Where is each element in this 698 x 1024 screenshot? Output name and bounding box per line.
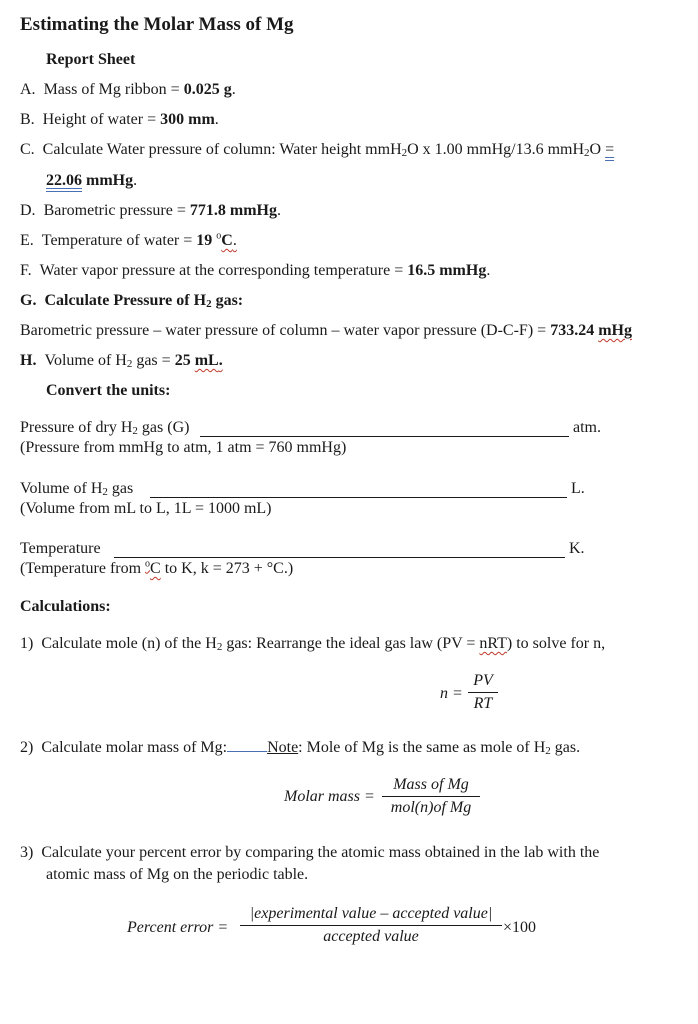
item-a: A. Mass of Mg ribbon = 0.025 g.	[20, 81, 236, 98]
conversion-volume-label: Volume of $H_2$ gas	[20, 480, 134, 498]
item-g: G. Calculate Pressure of $H_2$ gas:	[20, 292, 244, 310]
item-g-equation: Barometric pressure – water pressure of column – water vapor pressure (D-C-F) = 733.24 mHg	[20, 322, 632, 339]
conversion-volume-unit: L.	[571, 480, 585, 497]
item-c: C. Calculate Water pressure of column: Water height mmH$_2$O x 1.00 mmHg/13.6 mmH$_2$O =	[20, 141, 615, 159]
item-e: E. Temperature of water = 19 $^o$C.	[20, 230, 237, 249]
conversion-temperature-label: Temperature	[20, 540, 101, 557]
conversion-pressure-note: (Pressure from mmHg to atm, 1 atm = 760 mmHg)	[20, 439, 347, 456]
item-b: B. Height of water = 300 mm.	[20, 111, 219, 128]
formula-percent-fraction: |experimental value – accepted value| accepted value	[240, 905, 502, 946]
temperature-answer-line[interactable]	[114, 557, 565, 558]
step-2: 2) Calculate molar mass of Mg: Note: Mole of Mg is the same as mole of $H_2$ gas.	[20, 739, 581, 757]
item-h: H. Volume of $H_2$ gas = 25 mL.	[20, 352, 223, 370]
conversion-volume-note: (Volume from mL to L, 1L = 1000 mL)	[20, 500, 272, 517]
item-c-value: 22.06 mmHg.	[46, 172, 138, 189]
step-1: 1) Calculate mole (n) of the $H_2$ gas: Rearrange the ideal gas law (PV = nRT) to solve for n,	[20, 635, 606, 653]
step-3: 3) Calculate your percent error by comparing the atomic mass obtained in the lab with the	[20, 844, 600, 861]
conversion-temperature-unit: K.	[569, 540, 585, 557]
conversion-pressure-unit: atm.	[573, 419, 601, 436]
item-f: F. Water vapor pressure at the corresponding temperature = 16.5 mmHg.	[20, 262, 491, 279]
step-3-line2: atomic mass of Mg on the periodic table.	[46, 866, 309, 883]
conversion-pressure-label: Pressure of dry $H_2$ gas (G)	[20, 419, 190, 437]
formula-molar-fraction: Mass of Mg mol(n)of Mg	[382, 776, 480, 817]
convert-units-heading: Convert the units:	[46, 382, 171, 399]
calculations-heading: Calculations:	[20, 598, 111, 615]
formula-n-lhs: n =	[440, 685, 463, 702]
formula-percent-rhs: ×100	[503, 919, 537, 936]
volume-answer-line[interactable]	[150, 497, 567, 498]
conversion-temperature-note: (Temperature from $^o$C to K, k = 273 + °C.)	[20, 558, 294, 577]
formula-molar-lhs: Molar mass =	[284, 788, 375, 805]
formula-percent-lhs: Percent error =	[127, 919, 229, 936]
pressure-answer-line[interactable]	[200, 436, 569, 437]
report-sheet-heading: Report Sheet	[46, 51, 136, 68]
formula-n-fraction: PV RT	[468, 672, 498, 713]
item-d: D. Barometric pressure = 771.8 mmHg.	[20, 202, 281, 219]
page-title: Estimating the Molar Mass of Mg	[20, 14, 294, 35]
